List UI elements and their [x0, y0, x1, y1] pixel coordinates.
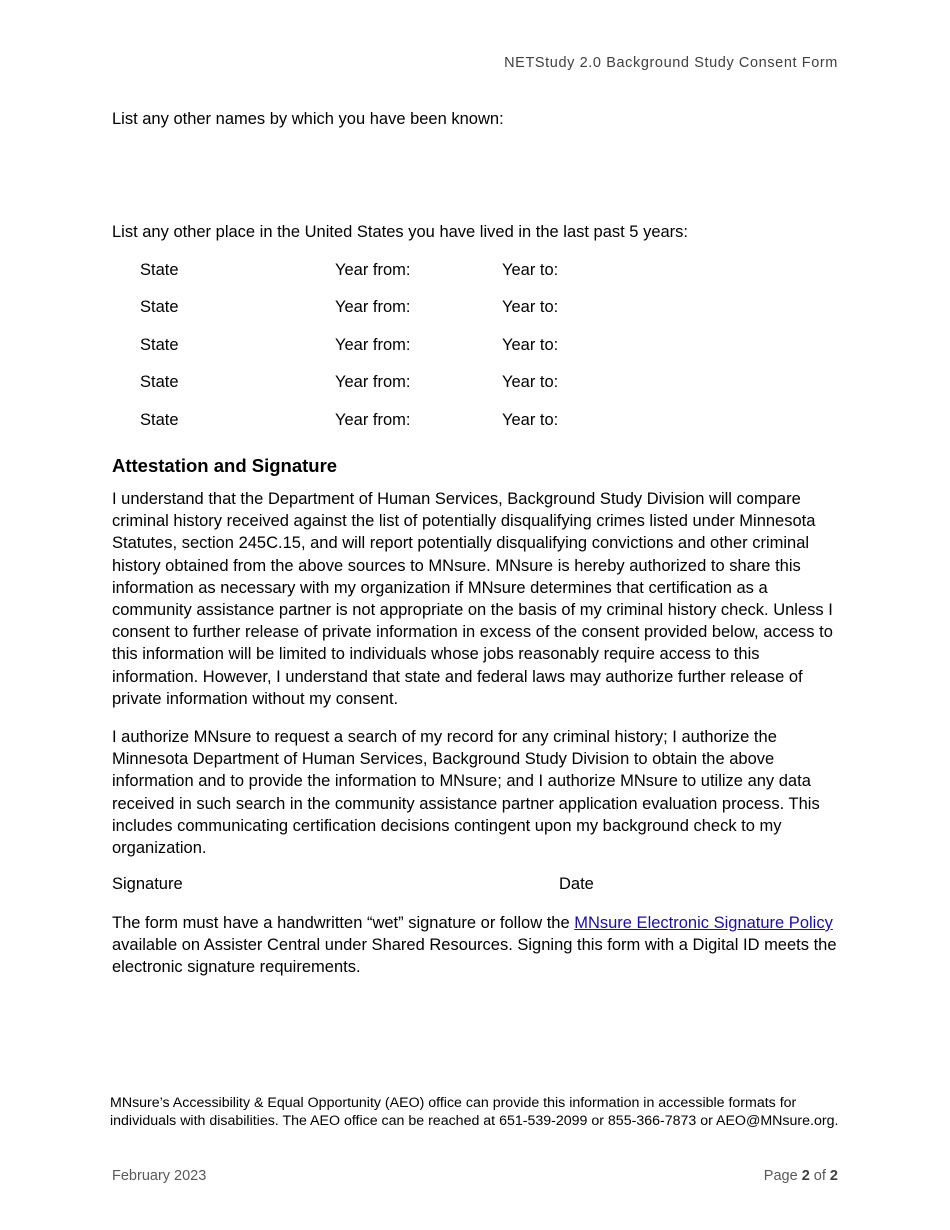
- year-from-label: Year from:: [335, 373, 411, 391]
- attestation-paragraph-2: I authorize MNsure to request a search of my record for any criminal history; I authorize the Minnesota Department of Human Services, Background Study Division to obtain the above information and to provide the information to MNsure; and I authorize MNsure to utilize any data received in such search in the community assistance partner application evaluation process. This includes communicating certification decisions contingent upon my background check to my organization.: [112, 728, 820, 858]
- residence-row: [140, 411, 640, 433]
- state-label: State: [140, 298, 179, 316]
- page-prefix: Page: [763, 1168, 798, 1184]
- residences-prompt: List any other place in the United States you have lived in the last past 5 years:: [112, 223, 689, 241]
- signature-notice: [112, 912, 842, 979]
- year-to-label: Year to:: [502, 411, 559, 429]
- residence-row: [140, 298, 640, 320]
- attestation-paragraph-1: I understand that the Department of Human Services, Background Study Division will compare criminal history received against the list of potentially disqualifying crimes listed under Minnesota Statutes, section 245C.15, and will report potentially disqualifying convictions and other criminal history obtained from the above sources to MNsure. MNsure is hereby authorized to share this information as necessary with my organization if MNsure determines that certification as a community assistance partner is not appropriate on the basis of my criminal history check. Unless I consent to further release of private information in excess of the consent provided below, access to this information will be limited to individuals whose jobs reasonably require access to this information. However, I understand that state and federal laws may authorize further release of private information without my consent.: [112, 490, 833, 708]
- signature-label: Signature: [112, 875, 183, 893]
- year-to-label: Year to:: [502, 261, 559, 279]
- residence-row: [140, 261, 640, 283]
- residence-row: [140, 336, 640, 358]
- year-from-label: Year from:: [335, 298, 411, 316]
- year-from-label: Year from:: [335, 411, 411, 429]
- document-header-title: NETStudy 2.0 Background Study Consent Form: [504, 55, 838, 71]
- state-label: State: [140, 261, 179, 279]
- page-of: of: [813, 1168, 826, 1184]
- year-from-label: Year from:: [335, 261, 411, 279]
- notice-text-after-link: available on Assister Central under Shared Resources. Signing this form with a Digital ID meets the electronic signature requirements.: [112, 914, 842, 977]
- attestation-heading: Attestation and Signature: [112, 455, 338, 476]
- state-label: State: [140, 411, 179, 429]
- notice-text-before-link: The form must have a handwritten “wet” signature or follow the: [112, 914, 575, 932]
- year-to-label: Year to:: [502, 373, 559, 391]
- date-label: Date: [559, 875, 594, 893]
- page-number: [764, 1168, 838, 1184]
- page-total: 2: [829, 1168, 838, 1184]
- electronic-signature-policy-link[interactable]: MNsure Electronic Signature Policy: [574, 914, 833, 932]
- state-label: State: [140, 336, 179, 354]
- year-to-label: Year to:: [502, 336, 559, 354]
- year-to-label: Year to:: [502, 298, 559, 316]
- footer-date: February 2023: [112, 1168, 207, 1184]
- page-current: 2: [801, 1168, 810, 1184]
- residence-row: [140, 373, 640, 395]
- accessibility-notice: MNsure’s Accessibility & Equal Opportunity (AEO) office can provide this information in accessible formats for individuals with disabilities. The AEO office can be reached at 651-539-2099 or 855-366-7873 or AEO@MNsure.org.: [110, 1095, 839, 1129]
- year-from-label: Year from:: [335, 336, 411, 354]
- state-label: State: [140, 373, 179, 391]
- other-names-prompt: List any other names by which you have been known:: [112, 110, 504, 128]
